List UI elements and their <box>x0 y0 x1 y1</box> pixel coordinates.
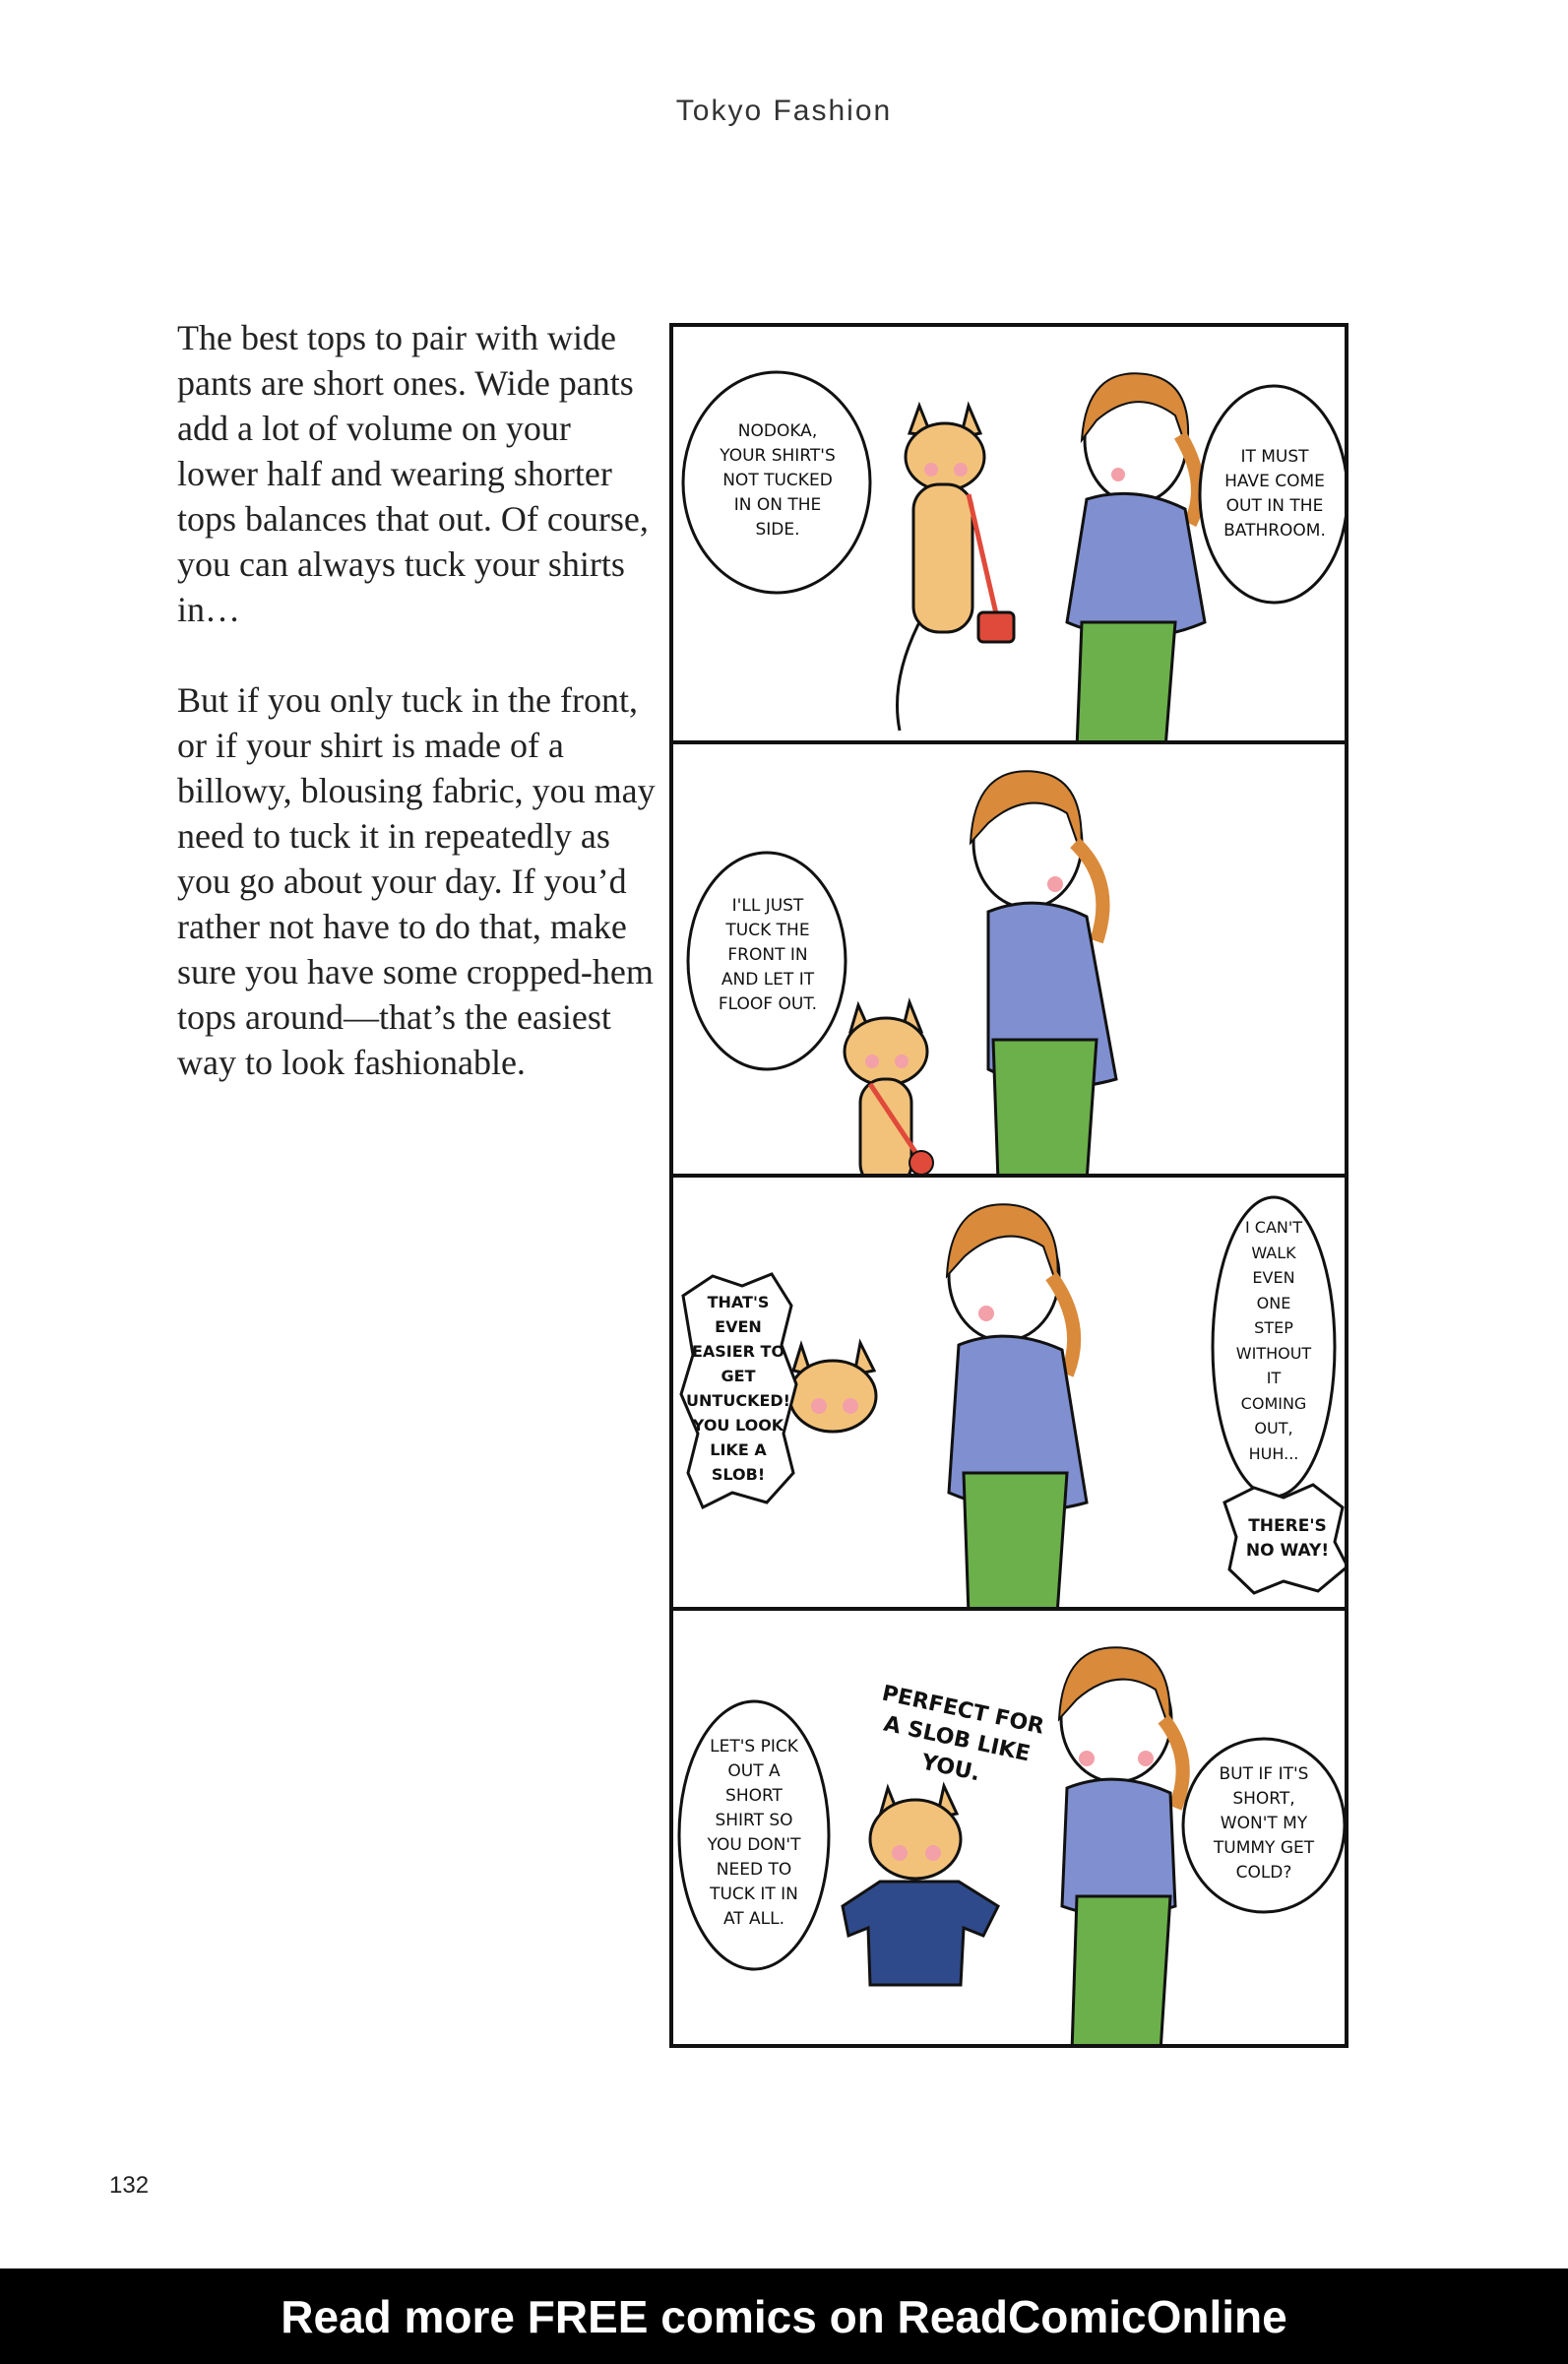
cat-speech-bubble-1: NODOKA, YOUR SHIRT'S NOT TUCKED IN ON THE SIDE. <box>720 421 836 540</box>
comic-panel-1 <box>669 323 1348 744</box>
cat-shout-bubble-3: THAT'S EVEN EASIER TO GET UNTUCKED! YOU LOOK LIKE A SLOB! <box>686 1293 790 1484</box>
article-body <box>177 315 659 1130</box>
page-number: 132 <box>109 2172 150 2199</box>
girl-speech-bubble-3: I CAN'T WALK EVEN ONE STEP WITHOUT IT COMING OUT, HUH... <box>1235 1218 1312 1463</box>
girl-illustration <box>1059 1647 1183 2048</box>
footer-banner-text[interactable]: Read more FREE comics on ReadComicOnline <box>281 2290 1287 2342</box>
girl-speech-bubble-1: IT MUST HAVE COME OUT IN THE BATHROOM. <box>1223 447 1326 541</box>
running-header: Tokyo Fashion <box>675 95 893 127</box>
sfx-text-4: PERFECT FOR A SLOB LIKE YOU. <box>879 1681 1046 1787</box>
girl-illustration <box>1067 373 1205 744</box>
girl-speech-bubble-2: I'LL JUST TUCK THE FRONT IN AND LET IT FLOOF OUT. <box>718 896 818 1014</box>
cat-illustration <box>789 1343 876 1432</box>
cat-speech-bubble-4: LET'S PICK OUT A SHORT SHIRT SO YOU DON'T NEED TO TUCK IT IN AT ALL. <box>707 1737 801 1929</box>
cat-illustration <box>845 1002 933 1178</box>
girl-speech-bubble-4: BUT IF IT'S SHORT, WON'T MY TUMMY GET COLD? <box>1213 1764 1315 1883</box>
cat-illustration <box>898 406 1015 731</box>
comic-panel-4 <box>669 1607 1348 2048</box>
girl-shout-bubble-3: THERE'S NO WAY! <box>1245 1516 1330 1561</box>
cat-illustration <box>843 1786 998 1985</box>
comic-panel-2 <box>669 740 1348 1178</box>
comic-strip <box>669 323 1354 2048</box>
paragraph-1: The best tops to pair with wide pants are short ones. Wide pants add a lot of volume on your lower half and wearing shorter tops balances that out. Of course, you can always tuck your shirts in… <box>177 318 649 629</box>
girl-illustration <box>947 1204 1087 1611</box>
girl-illustration <box>971 771 1116 1178</box>
paragraph-2: But if you only tuck in the front, or if your shirt is made of a billowy, blousing fabric, you may need to tuck it in repeatedly as you go about your day. If you’d rather not have to do that, make sure you have some cropped-hem tops around—that’s the easiest way to look fashionable. <box>177 680 656 1082</box>
footer-banner[interactable] <box>0 2268 1568 2364</box>
comic-panel-3 <box>669 1174 1348 1611</box>
